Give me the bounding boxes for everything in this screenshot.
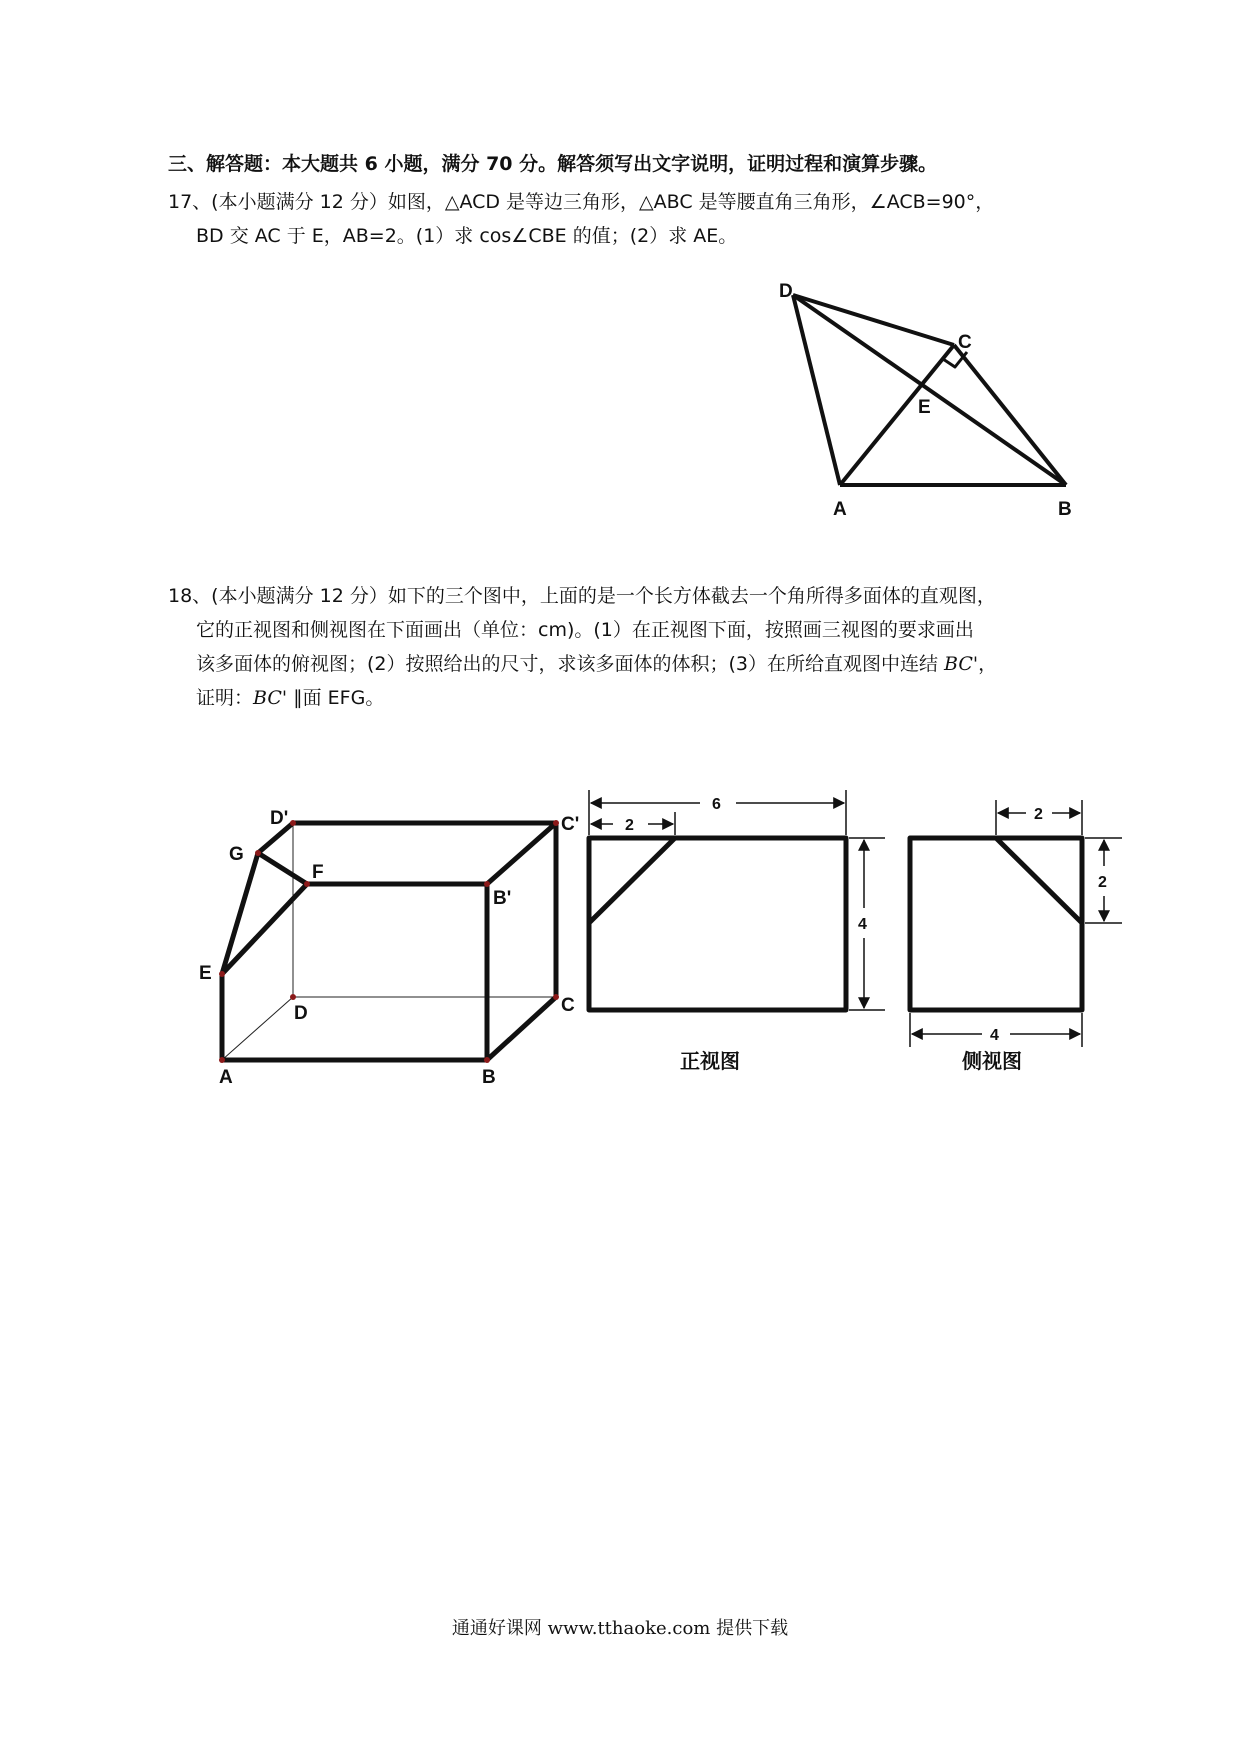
q18-line1: 18、(本小题满分 12 分）如下的三个图中，上面的是一个长方体截去一个角所得多面体的直观图， [168,585,996,607]
front-view [589,790,885,1073]
front-dim-cut: 2 [625,817,634,834]
q17-figure [793,295,1066,485]
q18-label-B: B [482,1067,496,1088]
q18-line2: 它的正视图和侧视图在下面画出（单位：cm)。(1）在正视图下面，按照画三视图的要求画出 [196,619,974,641]
q18-label-A: A [219,1067,233,1088]
q17-label-A: A [833,499,847,520]
front-dim-width: 6 [712,796,721,813]
q18-line3-math: BC' [944,653,979,675]
q17-label-E: E [918,397,931,418]
q17-line1: 17、(本小题满分 12 分）如图，△ACD 是等边三角形，△ABC 是等腰直角三角形，∠ACB=90°， [168,191,995,213]
q18-line3-end: ， [978,653,998,675]
side-view [910,800,1122,1073]
segment-DC [793,295,954,345]
q17-label-D: D [779,281,793,302]
hidden-edges [222,823,556,1060]
page-footer: 通通好课网 www.tthaoke.com 提供下载 [451,1618,789,1639]
q18-solid [219,820,559,1063]
q17-label-B: B [1058,499,1072,520]
q18-label-D: D [294,1003,308,1024]
side-dim-top: 2 [1034,806,1043,823]
q18-label-C1: C' [561,814,580,835]
q18-line4-math: BC' [253,687,288,709]
q18-label-G: G [229,844,244,865]
q18-line4-text: 证明： [196,687,254,709]
q18-label-F: F [312,862,324,883]
q17-label-C: C [958,332,972,353]
q18-label-C: C [561,995,575,1016]
q18-line4-end: ∥面 EFG。 [287,687,385,709]
q18-label-D1: D' [270,808,289,829]
section-heading: 三、解答题：本大题共 6 小题，满分 70 分。解答须写出文字说明，证明过程和演算步骤。 [168,153,938,175]
q18-line3-text: 该多面体的俯视图；(2）按照给出的尺寸，求该多面体的体积；(3）在所给直观图中连结 [196,653,945,675]
segment-CB [954,345,1066,485]
q18-label-E: E [199,963,212,984]
side-view-caption: 侧视图 [962,1049,1022,1073]
q18-label-B1: B' [493,888,512,909]
front-view-caption: 正视图 [680,1049,740,1073]
vertex-dots [219,820,559,1063]
side-dim-right: 2 [1098,874,1107,891]
side-dim-bottom: 4 [990,1027,999,1044]
q17-line2: BD 交 AC 于 E，AB=2。(1）求 cos∠CBE 的值；(2）求 AE。 [196,225,738,247]
visible-edges [222,823,556,1060]
front-dim-height: 4 [858,916,867,933]
